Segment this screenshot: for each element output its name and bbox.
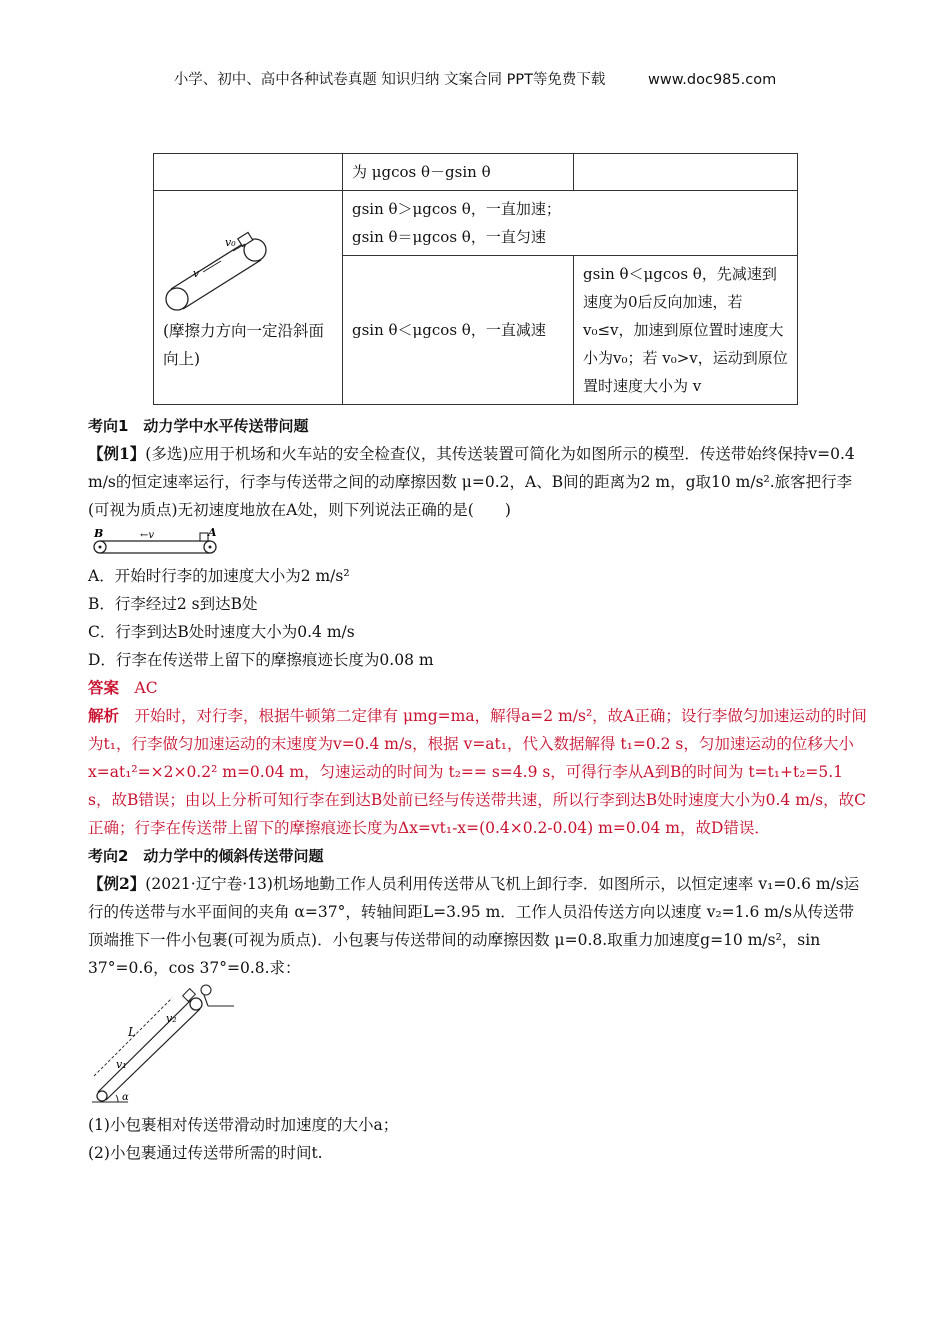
- example1-text: (多选)应用于机场和火车站的安全检查仪，其传送装置可简化为如图所示的模型．传送带始终保持v=0.4 m/s的恒定速率运行，行李与传送带之间的动摩擦因数 μ=0.2，A、B间的距离为2 m，g取10 m/s².旅客把行李(可视为质点)无初速度地放在A处，则下列说法正确的是( ): [88, 445, 855, 519]
- header-text: 小学、初中、高中各种试卷真题 知识归纳 文案合同 PPT等免费下载: [173, 72, 606, 88]
- label-v1: v₁: [116, 1058, 127, 1071]
- option-a: A．开始时行李的加速度大小为2 m/s²: [88, 567, 350, 585]
- table-cell-empty-right: [574, 154, 798, 191]
- incline-figure-cell: [154, 191, 343, 405]
- option-d: D．行李在传送带上留下的摩擦痕迹长度为0.08 m: [88, 651, 434, 669]
- airport-belt-figure: [88, 984, 238, 1109]
- option-b: B．行李经过2 s到达B处: [88, 595, 258, 613]
- section2-title: 考向2 动力学中的倾斜传送带问题: [88, 847, 324, 865]
- example1-stem: [88, 440, 868, 524]
- example2-label: 【例2】: [88, 874, 146, 893]
- section1-title: 考向1 动力学中水平传送带问题: [88, 417, 309, 435]
- question-1: (1)小包裹相对传送带滑动时加速度的大小a；: [88, 1116, 399, 1134]
- answer-label: 答案: [88, 679, 120, 697]
- table-cell-case-c: gsin θ＜μgcos θ，一直减速: [343, 256, 574, 405]
- example1-label: 【例1】: [88, 444, 146, 463]
- label-v2: v₂: [166, 1012, 177, 1025]
- answer-line: [88, 674, 868, 702]
- question-2: (2)小包裹通过传送带所需的时间t.: [88, 1144, 323, 1162]
- option-c: C．行李到达B处时速度大小为0.4 m/s: [88, 623, 355, 641]
- figure-caption: (摩擦力方向一定沿斜面向上): [163, 321, 325, 368]
- incline-cases-table: [153, 153, 798, 405]
- label-alpha: α: [122, 1092, 129, 1103]
- example2-text: (2021·辽宁卷·13)机场地勤工作人员利用传送带从飞机上卸行李．如图所示，以恒定速率 v₁=0.6 m/s运行的传送带与水平面间的夹角 α=37°，转轴间距L=3.95 m．工作人员沿传送方向以速度 v₂=1.6 m/s从传送带顶端推下一件小包裹(可视为质点)．小包裹与传送带间的动摩擦因数 μ=0.8.取重力加速度g=10 m/s²，sin 37°=0.6，cos 37°=0.8.求：: [88, 875, 860, 977]
- page-header: [0, 68, 950, 89]
- example2-stem: [88, 870, 868, 982]
- table-cell-cases-ab: [343, 191, 798, 256]
- label-v0: v₀: [225, 235, 236, 249]
- table-cell-case-c-detail: gsin θ＜μgcos θ，先减速到速度为0后反向加速，若 v₀≤v，加速到原位置时速度大小为v₀；若 v₀>v，运动到原位置时速度大小为 v: [574, 256, 798, 405]
- table-cell-condition: 为 μgcos θ－gsin θ: [343, 154, 574, 191]
- label-belt-v: ←v: [140, 530, 155, 541]
- main-content: [88, 412, 868, 1167]
- case-a: gsin θ＞μgcos θ，一直加速；: [352, 200, 561, 218]
- analysis-paragraph: [88, 702, 868, 842]
- label-A: A: [208, 526, 217, 539]
- label-L: L: [128, 1025, 136, 1039]
- table-cell-empty: [154, 154, 343, 191]
- analysis-label: 解析: [88, 707, 120, 725]
- analysis-text: 开始时，对行李，根据牛顿第二定律有 μmg=ma，解得a=2 m/s²，故A正确；设行李做匀加速运动的时间为t₁，行李做匀加速运动的末速度为v=0.4 m/s，根据 v=at₁，代入数据解得 t₁=0.2 s，匀加速运动的位移大小 x=at₁²=×2×0.2² m=0.04 m，匀速运动的时间为 t₂== s=4.9 s，可得行李从A到B的时间为 t=t₁+t₂=5.1 s，故B错误；由以上分析可知行李在到达B处前已经与传送带共速，所以行李到达B处时速度大小为0.4 m/s，故C正确；行李在传送带上留下的摩擦痕迹长度为Δx=vt₁-x=(0.4×0.2-0.04) m=0.04 m，故D错误．: [88, 707, 867, 837]
- case-b: gsin θ＝μgcos θ，一直匀速: [352, 228, 546, 246]
- incline-belt-figure: [163, 225, 273, 315]
- label-B: B: [94, 527, 104, 540]
- answer-value: AC: [134, 679, 158, 697]
- horizontal-belt-figure: [88, 526, 228, 560]
- header-site: www.doc985.com: [648, 72, 777, 88]
- label-v: v: [193, 266, 200, 280]
